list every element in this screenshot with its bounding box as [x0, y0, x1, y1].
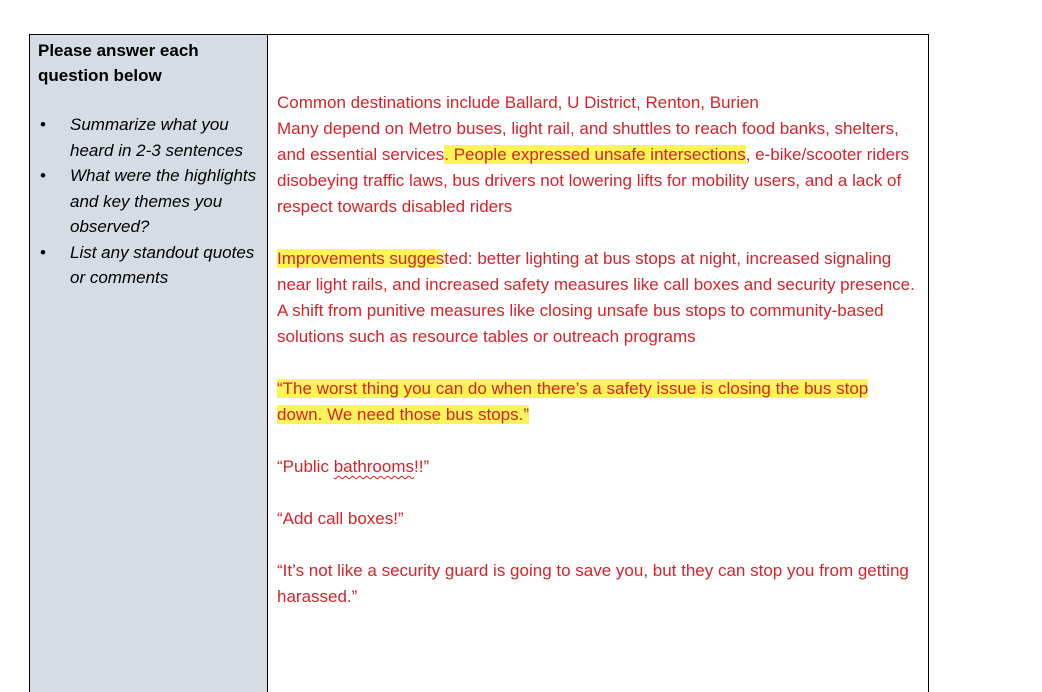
prompt-item-summarize [38, 112, 257, 163]
improvements-text: ed: better lighting at bus stops at night, increased signaling near light rails, and increased safety measures like call boxes and security presence. A shift from punitive measures like closing unsafe bus stops to community-based solutions such as resource tables or outreach programs [277, 249, 915, 346]
prompt-item-label: List any standout quotes or comments [70, 242, 255, 287]
response-cell[interactable] [268, 35, 928, 692]
quote-call-boxes [277, 506, 918, 532]
prompt-item-highlights [38, 163, 257, 240]
prompt-item-quotes [38, 240, 257, 291]
summary-paragraph [277, 90, 918, 220]
improvements-paragraph [277, 246, 918, 350]
feedback-table [29, 34, 929, 692]
quote-text: !!” [414, 457, 430, 476]
quote-text: “Add call boxes!” [277, 509, 404, 528]
bullet-icon: • [40, 166, 46, 185]
quote-bathrooms [277, 454, 918, 480]
quote-bus-stop [277, 376, 918, 428]
quote-text: “Public [277, 457, 334, 476]
prompt-item-label: What were the highlights and key themes you observed? [70, 166, 257, 236]
bullet-icon: • [40, 242, 46, 262]
highlighted-quote: “The worst thing you can do when there’s a safety issue is closing the bus stop down. We need those bus stops.” [277, 379, 869, 424]
bullet-icon: • [40, 115, 46, 134]
prompt-cell [30, 35, 268, 692]
spellcheck-flagged-word[interactable]: bathrooms [333, 457, 415, 476]
prompt-item-label: Summarize what you heard in 2-3 sentences [70, 115, 243, 160]
prompt-list [38, 112, 257, 291]
highlighted-text: Improvements suggest [277, 249, 449, 268]
quote-security-guard [277, 558, 918, 610]
quote-text: “It’s not like a security guard is going to save you, but they can stop you from getting harassed.” [277, 561, 909, 606]
highlighted-text: . People expressed unsafe intersections [444, 145, 746, 164]
summary-text: Many depend on Metro buses, light rail, and shuttles to reach food banks, shelters, and essential services [277, 119, 899, 164]
summary-line-destinations: Common destinations include Ballard, U District, Renton, Burien [277, 93, 759, 112]
prompt-heading: Please answer each question below [38, 41, 199, 85]
summary-text-continued: , e-bike/scooter riders disobeying traffic laws, bus drivers not lowering lifts for mobility users, and a lack of respect towards disabled riders [277, 145, 910, 216]
